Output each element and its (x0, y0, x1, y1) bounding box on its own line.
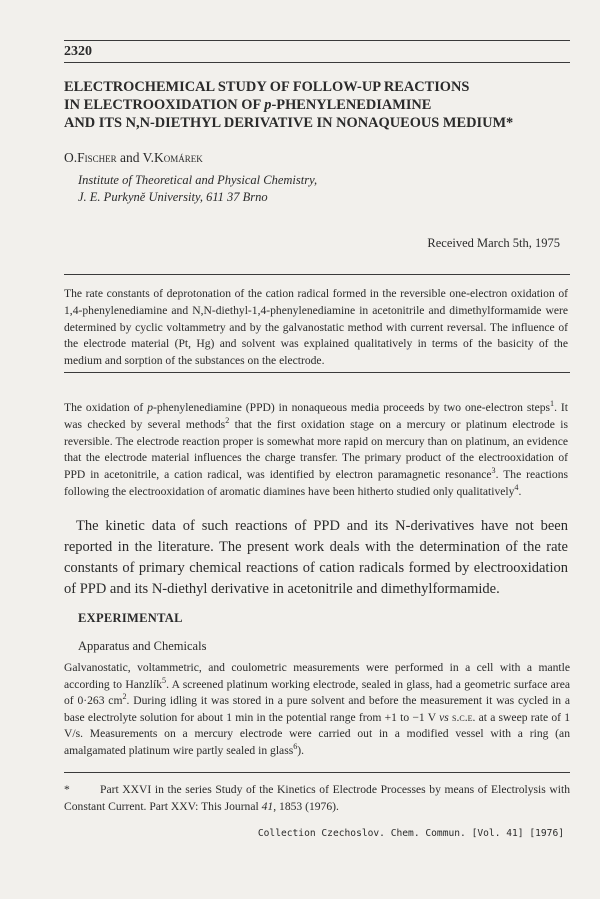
title-line-3: AND ITS N,N-DIETHYL DERIVATIVE IN NONAQUEOUS MEDIUM* (64, 115, 514, 131)
affiliation-line-2: J. E. Purkyně University, 611 37 Brno (78, 190, 268, 204)
abstract-bottom-rule (64, 372, 570, 373)
title-line-1: ELECTROCHEMICAL STUDY OF FOLLOW-UP REACTIONS (64, 79, 470, 95)
reference-marker: 3 (491, 466, 496, 476)
reference-marker: 2 (225, 415, 230, 425)
affiliation (78, 172, 317, 206)
text-run-italic: p (147, 401, 153, 414)
text-run: . (518, 484, 522, 498)
text-run: , 1853 (1976). (273, 799, 339, 813)
journal-citation: Collection Czechoslov. Chem. Commun. [Vol. 41] [1976] (257, 828, 564, 839)
subsection-heading: Apparatus and Chemicals (78, 639, 207, 653)
reference-marker: 1 (550, 399, 555, 409)
text-run: that the first oxidation stage on a mercury or platinum electrode is reversible. The electrode reaction proper is somewhat more rapid on mercury than on platinum, an evidence that the electrode material influences the charge transfer. The primary product of the electrooxidation of PPD in acetonitrile, a cation radical, was identified by electron paramagnetic resonance (64, 417, 568, 482)
text-run: . The reactions following the electrooxidation of aromatic diamines have been hitherto studied only qualitatively (64, 468, 569, 498)
title-line-2 (64, 96, 564, 114)
author-2-initial: V. (142, 150, 155, 165)
page-number: 2320 (64, 44, 92, 59)
intro-paragraph-1 (64, 400, 568, 501)
text-run-italic: vs (439, 710, 449, 724)
received-date: Received March 5th, 1975 (427, 236, 560, 250)
affiliation-line-1: Institute of Theoretical and Physical Chemistry, (78, 173, 318, 187)
title-line-2-pre: IN ELECTROOXIDATION OF (64, 97, 265, 113)
author-2-surname: Komárek (154, 150, 203, 165)
text-run: . It was checked by several methods (64, 401, 568, 431)
footnote-marker: * (64, 783, 70, 796)
abstract: The rate constants of deprotonation of the cation radical formed in the reversible one-electron oxidation of 1,4-phenylenediamine and N,N-diethyl-1,4-phenylenediamine in acetonitrile and dimethylformamide were determined by cyclic voltammetry and by the galvanostatic method with current reversal. The influence of the electrode material (Pt, Hg) and solvent was explained qualitatively in terms of the basicity of the medium and sorption of the substances on the electrode. (64, 287, 568, 368)
text-run: . A screened platinum working electrode, sealed in glass, had a geometric surface area of 0·263 cm (64, 677, 570, 708)
reference-marker: 6 (293, 742, 298, 752)
footnote (64, 782, 570, 816)
text-run-smallcaps: s.c.e. (448, 710, 476, 724)
text-run: . During idling it was stored in a pure solvent and before the measurement it was cycled in a base electrolyte solution for about 1 min in the potential range from +1 to −1 V (64, 694, 570, 724)
text-run: Galvanostatic, voltammetric, and coulometric measurements were performed in a cell with a mantle according to Hanzlík (64, 661, 570, 691)
section-heading-experimental: EXPERIMENTAL (78, 611, 183, 625)
text-run: Part XXVI in the series Study of the Kinetics of Electrode Processes by means of Electrolysis with Constant Current. Part XXV: This Journal (64, 783, 570, 813)
text-run: ). (297, 743, 305, 757)
text-run: The kinetic data of such reactions of PPD and its N-derivatives have not been reported in the literature. The present work deals with the determination of the rate constants of primary chemical reactions of cation radicals formed by electrooxidation of PPD and its N-diethyl derivative in acetonitrile and dimethylformamide. (64, 518, 568, 597)
header-rule-bottom (64, 62, 570, 63)
title-line-2-post: -PHENYLENEDIAMINE (271, 97, 432, 113)
superscript: 2 (122, 692, 127, 702)
authors (64, 150, 203, 166)
text-run-italic: 41 (261, 799, 274, 813)
author-1-initial: O. (64, 150, 78, 165)
reference-marker: 5 (162, 675, 167, 685)
text-run: -phenylenediamine (PPD) in nonaqueous media proceeds by two one-electron steps (153, 401, 551, 414)
experimental-paragraph (64, 660, 570, 760)
text-run: The oxidation of (64, 401, 148, 414)
author-1-surname: Fischer (77, 150, 117, 165)
header-rule (64, 40, 570, 41)
text-run: at a sweep rate of 1 V/s. Measurements on a mercury electrode were carried out in a modified vessel with a ring (an amalgamated platinum wire partly sealed in glass (64, 710, 570, 757)
authors-and: and (116, 150, 143, 165)
title-line-2-italic: p (264, 97, 272, 113)
article-title (64, 78, 564, 132)
intro-paragraph-2 (64, 516, 568, 600)
footnote-rule (64, 772, 570, 773)
abstract-top-rule (64, 274, 570, 275)
reference-marker: 4 (514, 483, 519, 493)
